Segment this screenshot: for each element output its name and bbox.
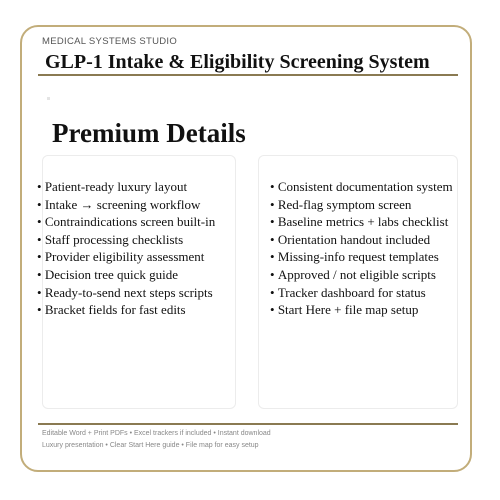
footer-line-2: Luxury presentation • Clear Start Here guide • File map for easy setup: [42, 442, 259, 449]
list-item: • Missing-info request templates: [270, 248, 453, 266]
list-item: • Start Here + file map setup: [270, 301, 453, 319]
footer-line-1: Editable Word + Print PDFs • Excel trackers if included • Instant download: [42, 430, 271, 437]
section-heading: Premium Details: [52, 118, 246, 148]
list-item: • Decision tree quick guide: [37, 266, 215, 284]
list-item: • Tracker dashboard for status: [270, 284, 453, 302]
list-item: • Consistent documentation system: [270, 178, 453, 196]
list-item: • Orientation handout included: [270, 231, 453, 249]
list-item: • Staff processing checklists: [37, 231, 215, 249]
list-item: • Patient-ready luxury layout: [37, 178, 215, 196]
list-item: • Contraindications screen built-in: [37, 213, 215, 231]
decorative-mark: [47, 97, 50, 100]
feature-list-right: [270, 178, 453, 319]
list-item: • Red-flag symptom screen: [270, 196, 453, 214]
studio-label: MEDICAL SYSTEMS STUDIO: [42, 36, 178, 47]
list-item: • Bracket fields for fast edits: [37, 301, 215, 319]
list-item: • Approved / not eligible scripts: [270, 266, 453, 284]
title-divider: [38, 74, 458, 76]
feature-list-left: [37, 178, 215, 319]
footer-divider: [38, 423, 458, 425]
list-item: • Baseline metrics + labs checklist: [270, 213, 453, 231]
list-item: • Provider eligibility assessment: [37, 248, 215, 266]
list-item: • Ready-to-send next steps scripts: [37, 284, 215, 302]
product-title: GLP-1 Intake & Eligibility Screening System: [45, 51, 430, 73]
list-item: • Intake → screening workflow: [37, 196, 215, 214]
